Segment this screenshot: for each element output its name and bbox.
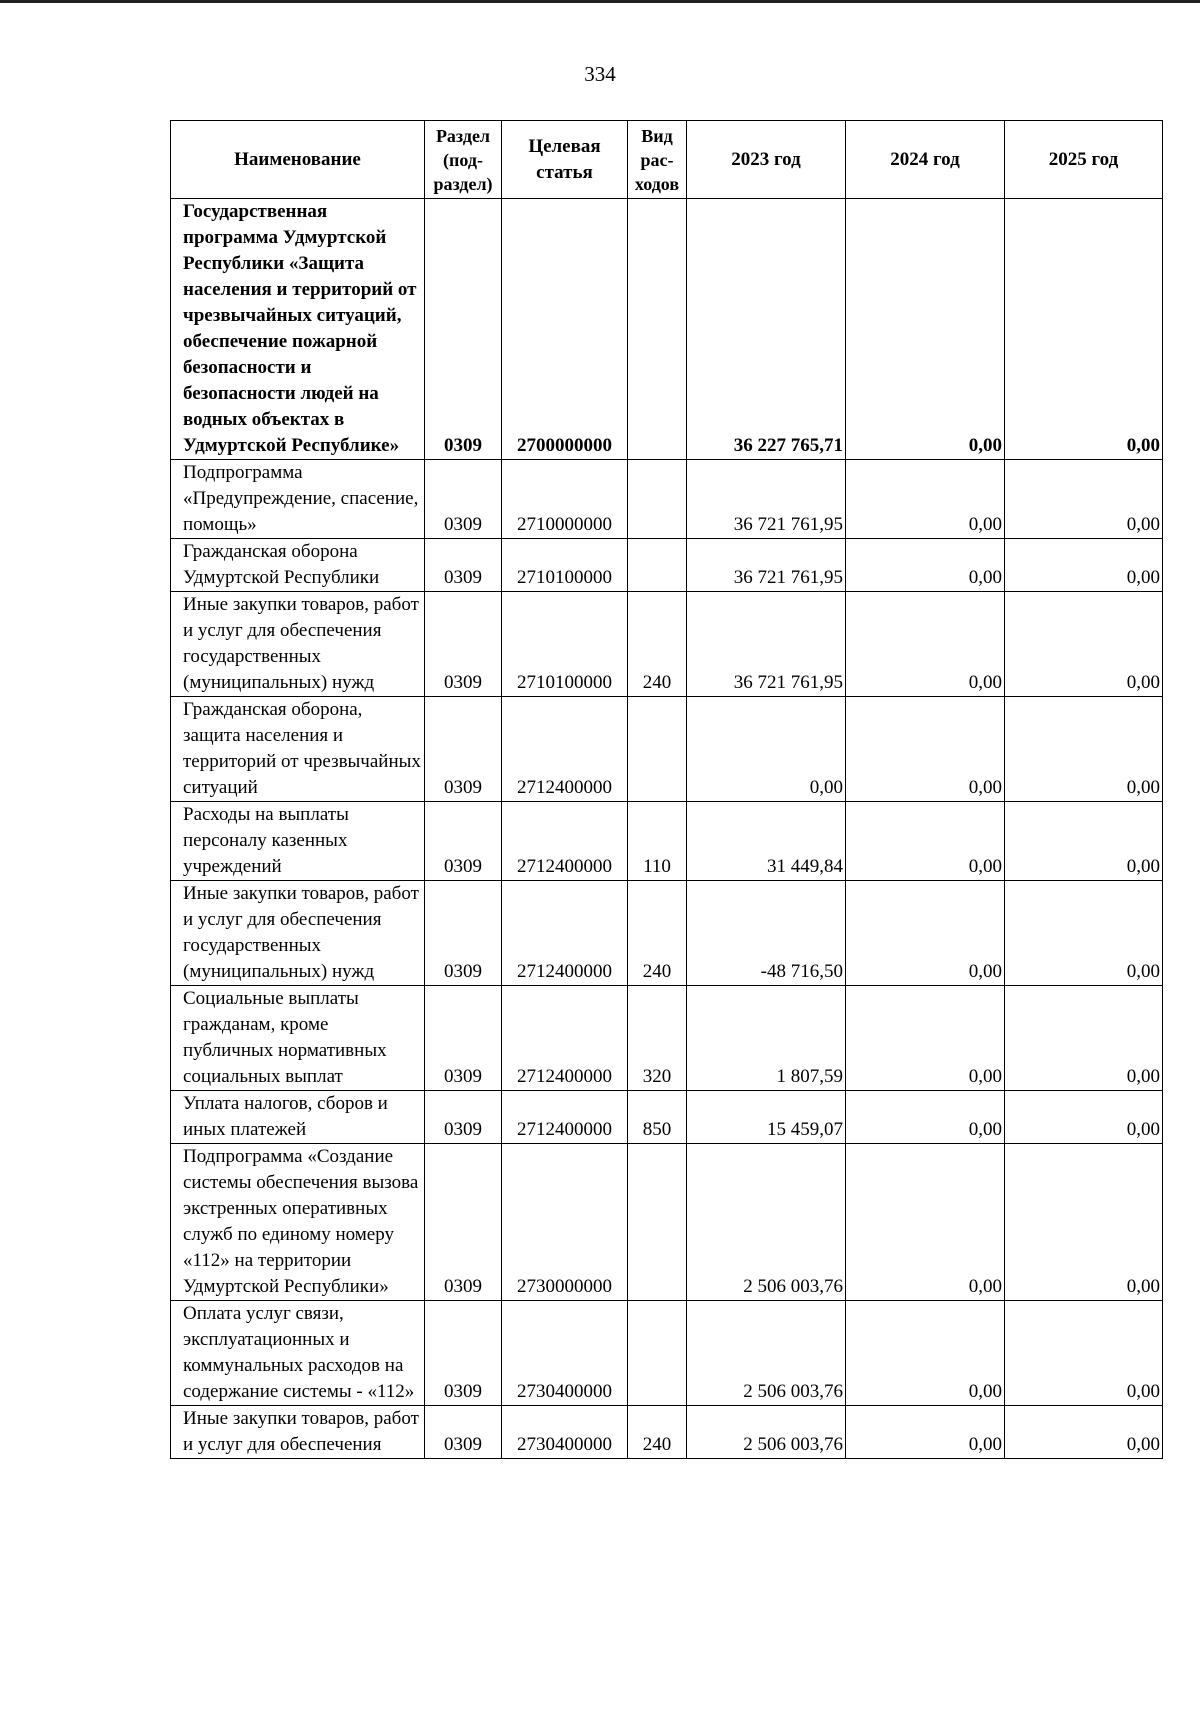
table-row [171,539,1163,592]
cell-2025: 0,00 [1005,802,1163,881]
cell-name: Подпрограмма «Предупреждение, спасение, помощь» [171,460,425,539]
cell-2023: 36 721 761,95 [687,592,846,697]
cell-statya: 2712400000 [502,697,628,802]
cell-razdel: 0309 [425,986,502,1091]
cell-vid [628,539,687,592]
cell-2024: 0,00 [846,199,1005,460]
cell-statya: 2730400000 [502,1301,628,1406]
cell-razdel: 0309 [425,697,502,802]
table-header-row [171,121,1163,199]
cell-name: Гражданская оборона, защита населения и территорий от чрезвычайных ситуаций [171,697,425,802]
header-vid-line: рас- [640,149,674,170]
cell-vid [628,1144,687,1301]
cell-name: Подпрограмма «Создание системы обеспечения вызова экстренных оперативных служб по единому номеру «112» на территории Удмуртской Республики» [171,1144,425,1301]
header-statya-line: статья [536,161,593,183]
header-razdel-line: Раздел [435,125,491,146]
table-row [171,697,1163,802]
budget-table [170,120,1163,1459]
cell-statya: 2710000000 [502,460,628,539]
cell-razdel: 0309 [425,592,502,697]
cell-2024: 0,00 [846,1406,1005,1459]
header-razdel [425,121,502,199]
header-2023: 2023 год [687,121,846,199]
cell-name: Иные закупки товаров, работ и услуг для обеспечения государственных (муниципальных) нужд [171,881,425,986]
cell-2024: 0,00 [846,697,1005,802]
cell-2024: 0,00 [846,881,1005,986]
header-2025: 2025 год [1005,121,1163,199]
cell-statya: 2730000000 [502,1144,628,1301]
cell-razdel: 0309 [425,1091,502,1144]
cell-2023: 36 227 765,71 [687,199,846,460]
table-row [171,1144,1163,1301]
cell-2025: 0,00 [1005,1406,1163,1459]
cell-name: Оплата услуг связи, эксплуатационных и коммунальных расходов на содержание системы - «112» [171,1301,425,1406]
cell-2025: 0,00 [1005,1144,1163,1301]
cell-2025: 0,00 [1005,592,1163,697]
cell-name: Иные закупки товаров, работ и услуг для обеспечения государственных (муниципальных) нужд [171,592,425,697]
cell-2025: 0,00 [1005,986,1163,1091]
cell-razdel: 0309 [425,802,502,881]
cell-razdel: 0309 [425,881,502,986]
cell-2023: -48 716,50 [687,881,846,986]
page-number: 334 [584,62,616,86]
cell-razdel: 0309 [425,199,502,460]
table-row [171,1091,1163,1144]
cell-vid [628,1301,687,1406]
cell-2025: 0,00 [1005,881,1163,986]
cell-2024: 0,00 [846,1301,1005,1406]
cell-razdel: 0309 [425,1406,502,1459]
cell-name: Гражданская оборона Удмуртской Республики [171,539,425,592]
header-vid [628,121,687,199]
cell-2024: 0,00 [846,986,1005,1091]
header-2024: 2024 год [846,121,1005,199]
cell-statya: 2710100000 [502,539,628,592]
header-name: Наименование [171,121,425,199]
header-vid-line: Вид [641,125,673,146]
cell-statya: 2712400000 [502,881,628,986]
cell-2023: 31 449,84 [687,802,846,881]
cell-name: Расходы на выплаты персоналу казенных учреждений [171,802,425,881]
cell-name: Иные закупки товаров, работ и услуг для обеспечения [171,1406,425,1459]
cell-2023: 1 807,59 [687,986,846,1091]
header-statya-line: Целевая [528,135,601,157]
cell-2024: 0,00 [846,592,1005,697]
table-row [171,199,1163,460]
header-statya [502,121,628,199]
cell-statya: 2710100000 [502,592,628,697]
cell-vid: 240 [628,1406,687,1459]
cell-2025: 0,00 [1005,697,1163,802]
header-razdel-line: (под- [443,149,483,170]
cell-2023: 2 506 003,76 [687,1406,846,1459]
cell-statya: 2712400000 [502,802,628,881]
cell-vid: 110 [628,802,687,881]
cell-2025: 0,00 [1005,1091,1163,1144]
table-row [171,986,1163,1091]
header-razdel-line: раздел) [433,173,493,194]
cell-statya: 2712400000 [502,986,628,1091]
cell-vid: 850 [628,1091,687,1144]
cell-2023: 2 506 003,76 [687,1144,846,1301]
cell-2024: 0,00 [846,460,1005,539]
cell-2023: 36 721 761,95 [687,460,846,539]
cell-statya: 2700000000 [502,199,628,460]
cell-2024: 0,00 [846,802,1005,881]
cell-2023: 15 459,07 [687,1091,846,1144]
cell-2023: 36 721 761,95 [687,539,846,592]
cell-razdel: 0309 [425,1144,502,1301]
cell-vid [628,199,687,460]
table-row [171,592,1163,697]
cell-2024: 0,00 [846,1091,1005,1144]
table-row [171,802,1163,881]
cell-statya: 2712400000 [502,1091,628,1144]
table-row [171,1406,1163,1459]
cell-razdel: 0309 [425,460,502,539]
cell-name: Государственная программа Удмуртской Республики «Защита населения и территорий от чрезвычайных ситуаций, обеспечение пожарной безопасности и безопасности людей на водных объектах в Удмуртской Республике» [171,199,425,460]
cell-2025: 0,00 [1005,539,1163,592]
table-row [171,881,1163,986]
cell-name: Социальные выплаты гражданам, кроме публичных нормативных социальных выплат [171,986,425,1091]
cell-2023: 2 506 003,76 [687,1301,846,1406]
cell-name: Уплата налогов, сборов и иных платежей [171,1091,425,1144]
cell-razdel: 0309 [425,1301,502,1406]
cell-2023: 0,00 [687,697,846,802]
cell-razdel: 0309 [425,539,502,592]
header-vid-line: ходов [634,173,680,194]
cell-vid: 320 [628,986,687,1091]
scan-top-edge [0,0,1200,3]
cell-2025: 0,00 [1005,199,1163,460]
cell-2025: 0,00 [1005,460,1163,539]
cell-2025: 0,00 [1005,1301,1163,1406]
table-row [171,460,1163,539]
cell-vid [628,697,687,802]
cell-vid: 240 [628,881,687,986]
cell-2024: 0,00 [846,1144,1005,1301]
cell-vid [628,460,687,539]
cell-vid: 240 [628,592,687,697]
cell-2024: 0,00 [846,539,1005,592]
table-row [171,1301,1163,1406]
cell-statya: 2730400000 [502,1406,628,1459]
